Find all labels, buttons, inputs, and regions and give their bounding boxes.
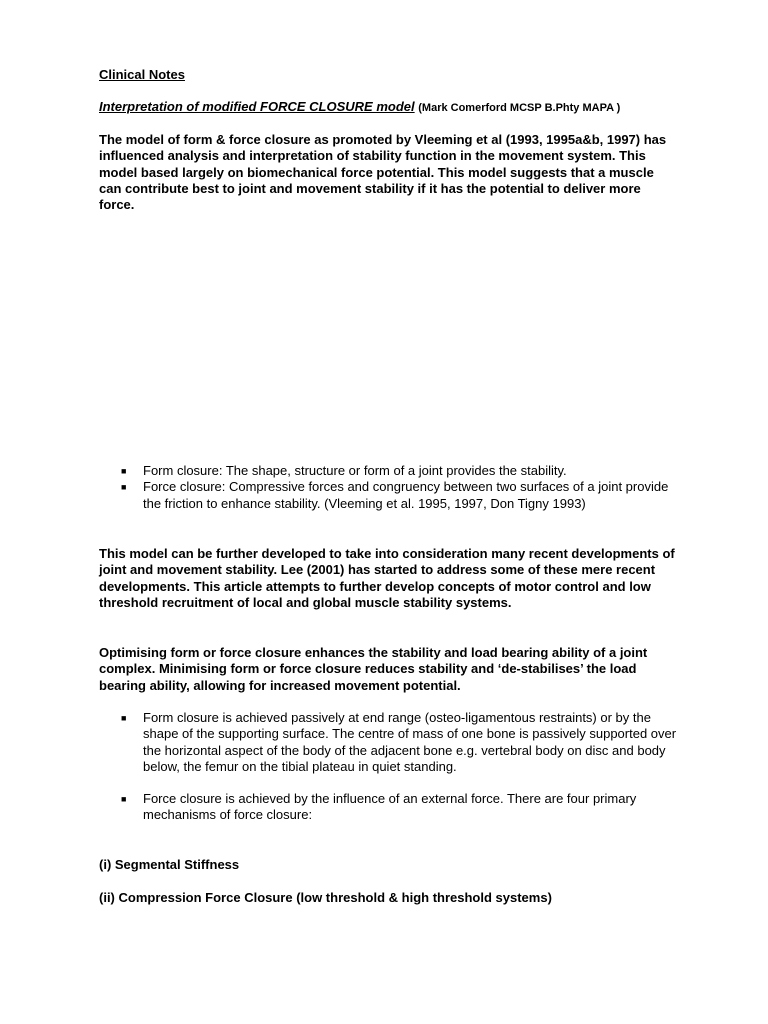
intro-paragraph: The model of form & force closure as promoted by Vleeming et al (1993, 1995a&b, 1997) has influenced analysis and interpretation of stability function in the movement system. This model based largely on biomechanical force potential. This model suggests that a muscle can contribute best to joint and movement stability if it has the potential to deliver more force. [99, 132, 667, 213]
list-item-text: Force closure: Compressive forces and congruency between two surfaces of a joint provide the friction to enhance stability. (Vleeming et al. 1995, 1997, Don Tigny 1993) [143, 479, 669, 511]
paragraph-three: Optimising form or force closure enhances the stability and load bearing ability of a joint complex. Minimising form or force closure reduces stability and ‘de-stabilises’ the load bearing ability, allowing for increased movement potential. [99, 645, 648, 693]
closure-mechanisms-list [99, 710, 679, 824]
article-author: (Mark Comerford MCSP B.Phty MAPA ) [418, 102, 621, 114]
list-item-text: Form closure: The shape, structure or form of a joint provides the stability. [143, 463, 567, 478]
list-item-text: Form closure is achieved passively at end range (osteo-ligamentous restraints) or by the shape of the supporting surface. The centre of mass of one bone is passively supported over the horizontal aspect of the body of the adjacent bone e.g. vertebral body on disc and body below, the femur on the tibial plateau in quiet standing. [143, 710, 677, 774]
square-bullet-icon: ■ [121, 794, 127, 805]
subheading-segmental-stiffness: (i) Segmental Stiffness [99, 857, 240, 872]
subheading-compression-force-closure: (ii) Compression Force Closure (low threshold & high threshold systems) [99, 890, 552, 905]
list-item [99, 479, 679, 512]
article-title-main: Interpretation of modified FORCE CLOSURE model [99, 99, 415, 114]
square-bullet-icon: ■ [121, 713, 127, 723]
article-title [99, 99, 620, 114]
list-item [99, 463, 679, 479]
document-heading: Clinical Notes [99, 67, 185, 82]
list-item [99, 791, 679, 824]
list-item-text: Force closure is achieved by the influence of an external force. There are four primary mechanisms of force closure: [143, 791, 637, 823]
paragraph-two: This model can be further developed to take into consideration many recent developments of joint and movement stability. Lee (2001) has started to address some of these mere recent developments. This article attempts to further develop concepts of motor control and low threshold recruitment of local and global muscle stability systems. [99, 546, 675, 610]
square-bullet-icon: ■ [121, 482, 127, 493]
list-item [99, 710, 679, 775]
square-bullet-icon: ■ [121, 466, 127, 476]
closure-definitions-list [99, 463, 679, 512]
